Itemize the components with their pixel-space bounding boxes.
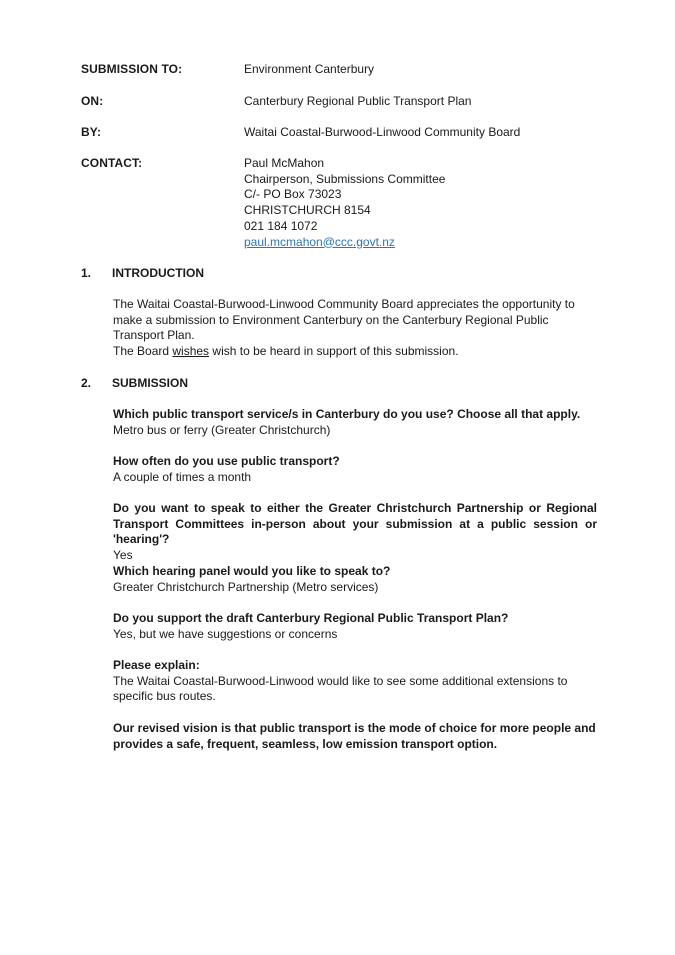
vision-statement: Our revised vision is that public transport is the mode of choice for more people and provides a safe, frequent, seamless, low emission transport option.: [113, 721, 596, 751]
answer-2: A couple of times a month: [113, 469, 252, 484]
introduction-number: 1.: [81, 266, 92, 280]
by-value: [244, 125, 604, 141]
by-text: Waitai Coastal-Burwood-Linwood Community Board: [244, 125, 521, 139]
introduction-title: INTRODUCTION: [112, 266, 204, 280]
question-5: Do you support the draft Canterbury Regional Public Transport Plan?: [113, 611, 509, 625]
answer-6: The Waitai Coastal-Burwood-Linwood would like to see some additional extensions to specific bus routes.: [113, 673, 568, 704]
by-label: BY:: [81, 125, 102, 139]
para2-start: The Board: [113, 344, 173, 358]
contact-label: CONTACT:: [81, 156, 143, 170]
contact-po-box: C/- PO Box 73023: [244, 187, 342, 202]
question-block-6: [113, 658, 597, 705]
question-block-2: [113, 454, 597, 485]
on-value: [244, 94, 604, 110]
introduction-paragraph-2: [113, 344, 597, 360]
para2-underlined-word: wishes: [172, 344, 210, 358]
contact-phone: 021 184 1072: [244, 218, 318, 233]
answer-3: Yes: [113, 548, 133, 563]
contact-details: [244, 156, 604, 250]
question-4: Which hearing panel would you like to speak to?: [113, 564, 391, 578]
answer-4: Greater Christchurch Partnership (Metro services): [113, 579, 379, 594]
contact-role: Chairperson, Submissions Committee: [244, 171, 446, 186]
contact-email-link[interactable]: paul.mcmahon@ccc.govt.nz: [244, 234, 395, 249]
question-2: How often do you use public transport?: [113, 454, 340, 468]
submission-to-text: Environment Canterbury: [244, 62, 375, 76]
on-label: ON:: [81, 94, 104, 108]
submission-to-label: SUBMISSION TO:: [81, 62, 183, 76]
question-3: Do you want to speak to either the Greater Christchurch Partnership or Regional Transport Committees in-person about your submission at a public session or 'hearing'?: [113, 501, 597, 547]
introduction-paragraph-1: The Waitai Coastal-Burwood-Linwood Community Board appreciates the opportunity to make a submission to Environment Canterbury on the Canterbury Regional Public Transport Plan.: [113, 297, 575, 343]
on-text: Canterbury Regional Public Transport Plan: [244, 94, 472, 108]
contact-city: CHRISTCHURCH 8154: [244, 203, 371, 218]
question-1: Which public transport service/s in Canterbury do you use? Choose all that apply.: [113, 407, 581, 421]
answer-1: Metro bus or ferry (Greater Christchurch): [113, 422, 331, 437]
question-6: Please explain:: [113, 658, 200, 672]
question-block-1: [113, 407, 597, 438]
submission-title: SUBMISSION: [112, 376, 189, 390]
question-block-3: [113, 501, 597, 564]
question-block-5: [113, 611, 597, 642]
question-block-4: [113, 564, 597, 595]
answer-5: Yes, but we have suggestions or concerns: [113, 626, 338, 641]
contact-name: Paul McMahon: [244, 156, 325, 170]
submission-to-value: [244, 62, 604, 78]
submission-number: 2.: [81, 376, 92, 390]
para2-end: wish to be heard in support of this submission.: [209, 344, 459, 358]
